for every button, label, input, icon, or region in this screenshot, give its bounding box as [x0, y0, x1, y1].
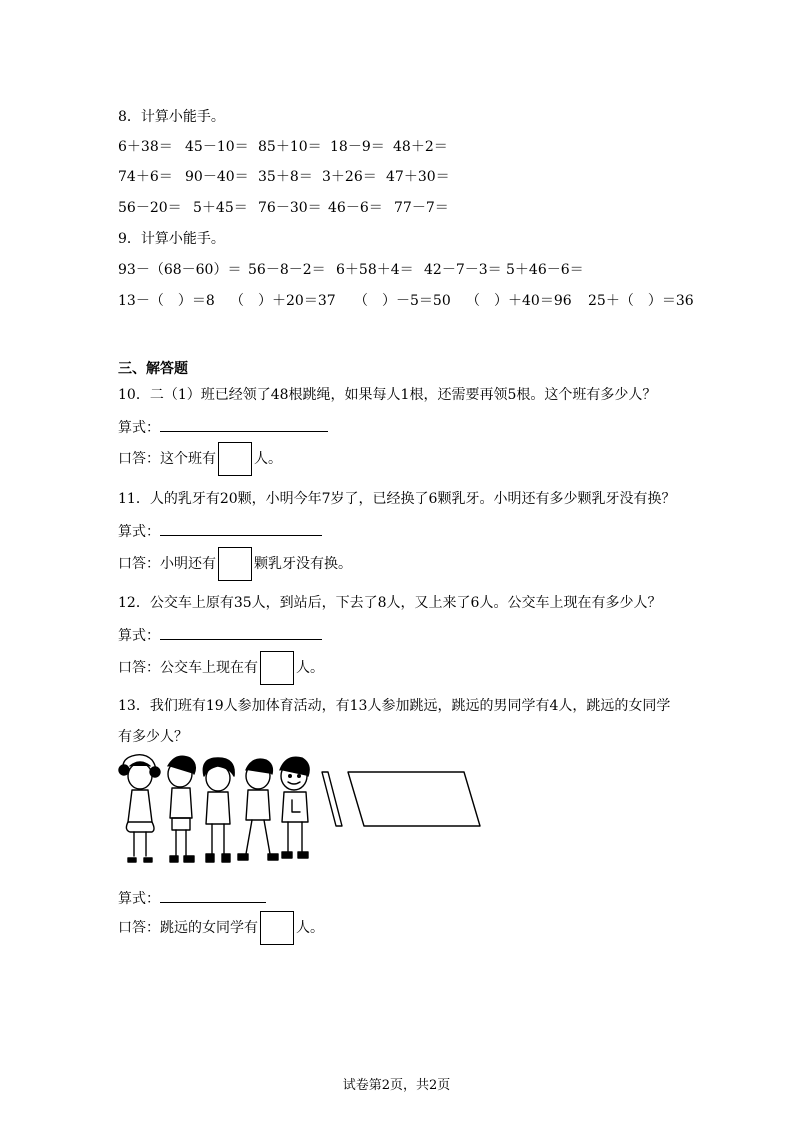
answer-prefix: 口答：小明还有 — [118, 556, 216, 572]
q9-expr: （ ）＋40＝96 — [466, 293, 572, 309]
boy-figure-3 — [280, 757, 309, 858]
q13-figure — [118, 752, 498, 872]
q12-formula — [118, 625, 322, 645]
q9-expr: 42－7－3＝ — [424, 262, 502, 278]
formula-label: 算式： — [118, 524, 160, 540]
q11-answer — [118, 546, 352, 582]
q8-expr: 90－40＝ — [185, 169, 249, 185]
girl-figure-1 — [119, 755, 160, 862]
q8-title: 8．计算小能手。 — [118, 109, 225, 125]
answer-box[interactable] — [260, 911, 294, 945]
section-title: 三、解答题 — [118, 361, 188, 377]
q13-answer — [118, 910, 324, 946]
q12-answer — [118, 650, 324, 686]
q10-formula — [118, 417, 328, 437]
answer-prefix: 口答：公交车上现在有 — [118, 660, 258, 676]
q10-answer — [118, 441, 282, 477]
q13-text-line2: 有多少人？ — [118, 729, 188, 745]
q8-expr: 3＋26＝ — [322, 169, 377, 185]
q11-formula — [118, 521, 322, 541]
q13-formula — [118, 888, 266, 908]
boy-figure-2 — [238, 759, 278, 860]
q8-expr: 46－6＝ — [328, 200, 383, 216]
answer-prefix: 口答：跳远的女同学有 — [118, 920, 258, 936]
q8-expr: 35＋8＝ — [258, 169, 313, 185]
formula-blank[interactable] — [160, 521, 322, 536]
children-illustration — [118, 752, 498, 868]
page-footer: 试卷第2页，共2页 — [342, 1078, 451, 1093]
q8-expr: 56－20＝ — [118, 200, 182, 216]
answer-suffix: 人。 — [296, 920, 324, 936]
divider-bar — [322, 772, 342, 826]
q9-title: 9．计算小能手。 — [118, 231, 225, 247]
q8-expr: 45－10＝ — [185, 139, 249, 155]
girl-figure-2 — [203, 758, 234, 862]
q9-expr: （ ）－5＝50 — [354, 293, 451, 309]
formula-label: 算式： — [118, 420, 160, 436]
formula-blank[interactable] — [160, 888, 266, 903]
q8-expr: 85＋10＝ — [258, 139, 322, 155]
answer-suffix: 人。 — [296, 660, 324, 676]
q9-expr: （ ）＋20＝37 — [230, 293, 336, 309]
q9-expr: 56－8－2＝ — [248, 262, 326, 278]
q8-expr: 77－7＝ — [394, 200, 449, 216]
parallelogram-shape — [348, 772, 480, 826]
q10-text: 10．二（1）班已经领了48根跳绳，如果每人1根，还需要再领5根。这个班有多少人？ — [118, 387, 657, 403]
answer-box[interactable] — [260, 651, 294, 685]
formula-label: 算式： — [118, 628, 160, 644]
answer-suffix: 颗乳牙没有换。 — [254, 556, 352, 572]
q11-text: 11．人的乳牙有20颗，小明今年7岁了，已经换了6颗乳牙。小明还有多少颗乳牙没有换？ — [118, 491, 676, 507]
answer-prefix: 口答：这个班有 — [118, 451, 216, 467]
answer-box[interactable] — [218, 547, 252, 581]
q12-text: 12．公交车上原有35人，到站后，下去了8人，又上来了6人。公交车上现在有多少人？ — [118, 595, 662, 611]
formula-blank[interactable] — [160, 417, 328, 432]
answer-suffix: 人。 — [254, 451, 282, 467]
formula-label: 算式： — [118, 891, 160, 907]
q13-text-line1: 13．我们班有19人参加体育活动，有13人参加跳远，跳远的男同学有4人，跳远的女同学 — [118, 698, 671, 714]
q9-expr: 93－（68－60）＝ — [118, 262, 242, 278]
boy-figure-1 — [168, 756, 195, 862]
q8-expr: 47＋30＝ — [386, 169, 450, 185]
q9-expr: 6＋58＋4＝ — [336, 262, 414, 278]
q8-expr: 18－9＝ — [330, 139, 385, 155]
formula-blank[interactable] — [160, 625, 322, 640]
q9-expr: 25＋（ ）＝36 — [588, 293, 694, 309]
q8-expr: 76－30＝ — [258, 200, 322, 216]
q9-expr: 5＋46－6＝ — [506, 262, 584, 278]
q8-expr: 5＋45＝ — [193, 200, 248, 216]
q9-expr: 13－（ ）＝8 — [118, 293, 215, 309]
q8-expr: 6＋38＝ — [118, 139, 173, 155]
q8-expr: 74＋6＝ — [118, 169, 173, 185]
answer-box[interactable] — [218, 442, 252, 476]
q8-expr: 48＋2＝ — [393, 139, 448, 155]
